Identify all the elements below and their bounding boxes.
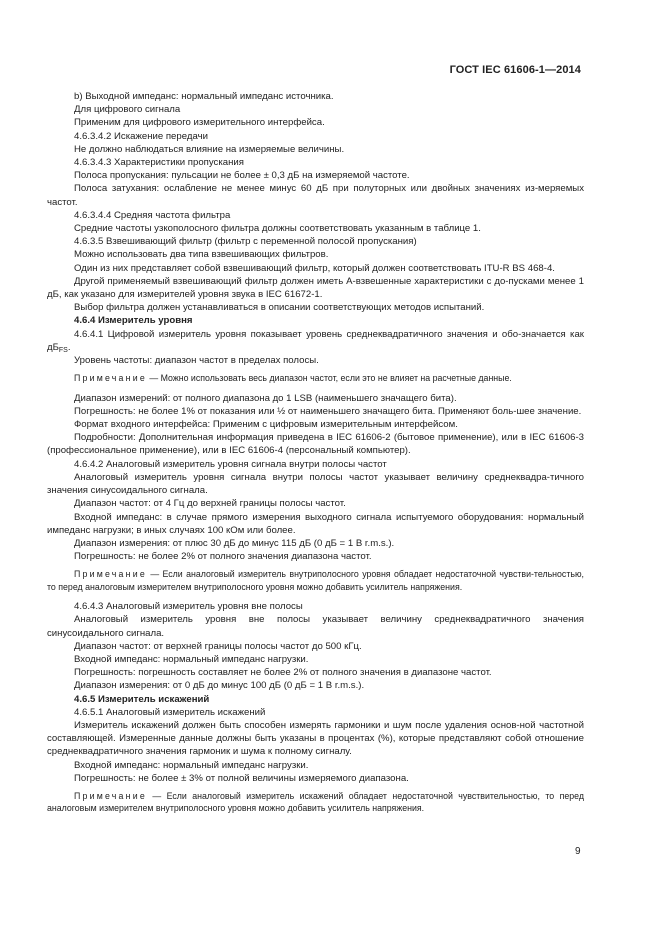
- unit-subscript: FS: [58, 346, 68, 354]
- paragraph: Выбор фильтра должен устанавливаться в описании соответствующих методов испытаний.: [74, 302, 485, 314]
- paragraph: Средние частоты узкополосного фильтра должны соответствовать указанным в таблице 1.: [74, 223, 481, 235]
- paragraph-tail: .: [67, 341, 71, 353]
- paragraph: Формат входного интерфейса: Применим с цифровым измерительным интерфейсом.: [74, 419, 458, 431]
- paragraph: Применим для цифрового измерительного интерфейса.: [74, 117, 325, 129]
- paragraph: Аналоговый измеритель уровня сигнала внутри полосы частот указывает величину среднеквадра-тичного значения синусоидального сигнала.: [47, 471, 584, 497]
- note-text: — Если аналоговый измеритель внутриполосного уровня обладает недостаточной чувстви-тельностью, то перед аналоговым измерителем внутриполосного уровня можно добавить усилитель напряжения.: [47, 569, 584, 592]
- paragraph: [47, 328, 584, 354]
- paragraph: Диапазон частот: от верхней границы полосы частот до 500 кГц.: [74, 640, 362, 652]
- document-body: [47, 90, 584, 822]
- section-heading: 4.6.4 Измеритель уровня: [74, 315, 193, 327]
- paragraph: Один из них представляет собой взвешивающий фильтр, который должен соответствовать ITU-R BS 468-4.: [74, 262, 555, 274]
- section-heading: 4.6.5 Измеритель искажений: [74, 693, 210, 705]
- paragraph: 4.6.5.1 Аналоговый измеритель искажений: [74, 706, 266, 718]
- note-label: Примечание: [74, 373, 147, 384]
- paragraph: Погрешность: не более 1% от показания или ½ от наименьшего значащего бита. Применяют боль-шее значение.: [74, 405, 582, 417]
- paragraph: Полоса затухания: ослабление не менее минус 60 дБ при полуторных или двойных значениях из-меряемых частот.: [47, 183, 584, 208]
- note: [47, 372, 584, 384]
- paragraph: 4.6.3.4.3 Характеристики пропускания: [74, 157, 244, 169]
- document-header: ГОСТ IEC 61606-1—2014: [449, 64, 581, 76]
- note-text: — Можно использовать весь диапазон частот, если это не влияет на расчетные данные.: [149, 373, 512, 384]
- note-label: Примечание: [74, 569, 147, 580]
- note: [47, 790, 584, 815]
- paragraph: 4.6.3.5 Взвешивающий фильтр (фильтр с переменной полосой пропускания): [74, 236, 417, 248]
- paragraph: Можно использовать два типа взвешивающих фильтров.: [74, 249, 329, 261]
- paragraph: Погрешность: погрешность составляет не более 2% от полного значения в диапазоне частот.: [74, 667, 492, 679]
- paragraph: Подробности: Дополнительная информация приведена в IEC 61606-2 (бытовое применение), или в IEC 61606-3 (профессиональное применение), или в IEC 61606-4 (персональный компьютер).: [47, 432, 584, 457]
- page-number: 9: [575, 846, 581, 857]
- paragraph: Входной импеданс: в случае прямого измерения выходного сигнала испытуемого оборудования: нормальный импеданс нагрузки; в иных случаях 100 кОм или более.: [47, 511, 584, 536]
- note-label: Примечание: [74, 790, 147, 801]
- paragraph: 4.6.4.2 Аналоговый измеритель уровня сигнала внутри полосы частот: [74, 458, 387, 470]
- paragraph: Диапазон измерения: от 0 дБ до минус 100 дБ (0 дБ = 1 В r.m.s.).: [74, 680, 365, 692]
- paragraph: Диапазон частот: от 4 Гц до верхней границы полосы частот.: [74, 498, 346, 510]
- paragraph: Аналоговый измеритель уровня вне полосы указывает величину среднеквадратичного значения синусоидального сигнала.: [47, 614, 584, 639]
- paragraph-text: 4.6.4.1 Цифровой измеритель уровня показывает уровень среднеквадратичного значения и обо-значается как дБ: [47, 328, 584, 353]
- paragraph: Погрешность: не более ± 3% от полной величины измеряемого диапазона.: [74, 772, 409, 784]
- paragraph: Диапазон измерения: от плюс 30 дБ до минус 115 дБ (0 дБ = 1 В r.m.s.).: [74, 537, 395, 549]
- paragraph: b) Выходной импеданс: нормальный импеданс источника.: [74, 91, 334, 102]
- paragraph: 4.6.3.4.2 Искажение передачи: [74, 130, 208, 142]
- paragraph: 4.6.4.3 Аналоговый измеритель уровня вне полосы: [74, 601, 303, 613]
- paragraph: Уровень частоты: диапазон частот в пределах полосы.: [74, 355, 319, 367]
- paragraph: Измеритель искажений должен быть способен измерять гармоники и шум после удаления основ-ной частотной составляющей. Измеренные данные должны быть указаны в процентах (%), которые представляют собой отношение среднеквадратичного значения гармоник и шума к полному сигналу.: [47, 719, 584, 758]
- paragraph: Другой применяемый взвешивающий фильтр должен иметь А-взвешенные характеристики с до-пусками менее 1 дБ, как указано для измерителей уровня звука в IEC 61672-1.: [47, 275, 584, 301]
- paragraph: Погрешность: не более 2% от полного значения диапазона частот.: [74, 551, 372, 563]
- paragraph: Диапазон измерений: от полного диапазона до 1 LSB (наименьшего значащего бита).: [74, 392, 457, 404]
- paragraph: Входной импеданс: нормальный импеданс нагрузки.: [74, 653, 309, 665]
- note: [47, 568, 584, 593]
- paragraph: 4.6.3.4.4 Средняя частота фильтра: [74, 209, 231, 221]
- paragraph: Для цифрового сигнала: [74, 104, 181, 116]
- note-text: — Если аналоговый измеритель искажений обладает недостаточной чувствительностью, то перед аналоговым измерителем внутриполосного уровня можно добавить усилитель напряжения.: [47, 790, 584, 814]
- paragraph: Полоса пропускания: пульсации не более ± 0,3 дБ на измеряемой частоте.: [74, 170, 410, 182]
- paragraph: Входной импеданс: нормальный импеданс нагрузки.: [74, 759, 309, 771]
- paragraph: Не должно наблюдаться влияние на измеряемые величины.: [74, 143, 345, 155]
